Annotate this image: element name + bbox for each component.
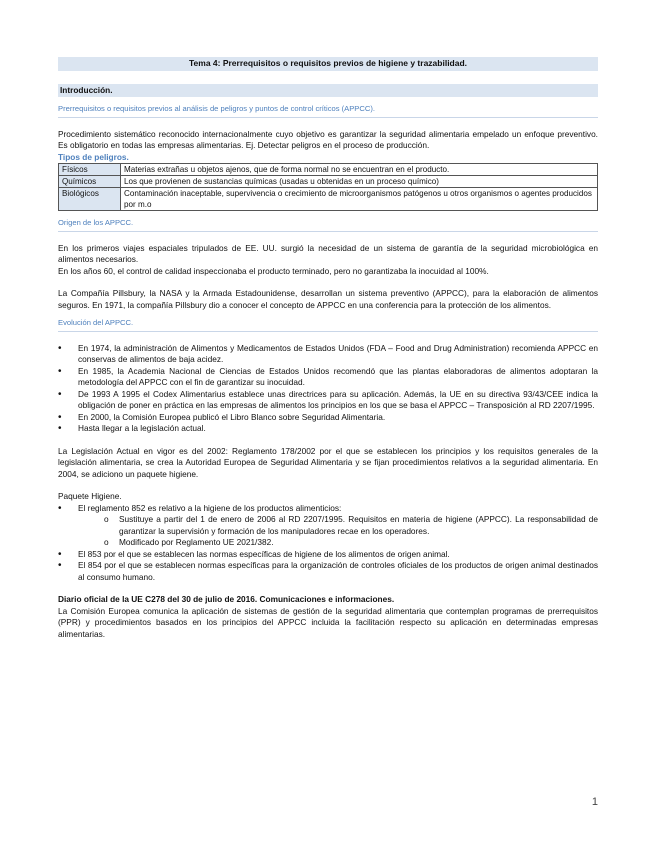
- intro-heading: Introducción.: [58, 84, 598, 98]
- list-item: • En 1974, la administración de Alimentos y Medicamentos de Estados Unidos (FDA – Food and Drug Administration) recomienda APPCC en conservas de alimentos de baja acidez.: [78, 343, 598, 366]
- origen-subheading: Origen de los APPCC.: [58, 217, 598, 232]
- paquete-852-text: El reglamento 852 es relativo a la higiene de los productos alimenticios:: [78, 502, 342, 513]
- document-page: [58, 57, 598, 640]
- list-item: • De 1993 A 1995 el Codex Alimentarius establece unas directrices para su aplicación. Además, la UE en su directiva 93/43/CEE indica la obligación de poner en práctica en las empresas de alimentos los principios en los que se basa el APPCC – Transposición al RD 2207/1995.: [78, 389, 598, 412]
- origen-paragraph-2: En los años 60, el control de calidad inspeccionaba el producto terminado, pero no garantizaba la inocuidad al 100%.: [58, 265, 489, 276]
- table-row: [59, 164, 598, 176]
- diario-paragraph: La Comisión Europea comunica la aplicación de sistemas de gestión de la seguridad alimentaria que contemplan programas de prerrequisitos (PPR) y procedimientos basados en los principios del APPCC incluida la facilitación respecto su aplicación en determinadas empresas alimentarias.: [58, 605, 598, 639]
- table-row: [59, 176, 598, 188]
- list-item: • En 2000, la Comisión Europea publicó el Libro Blanco sobre Seguridad Alimentaria.: [78, 412, 598, 424]
- tipos-heading: Tipos de peligros.: [58, 151, 129, 162]
- list-item: • En 1985, la Academia Nacional de Ciencias de Estados Unidos recomendó que las plantas elaboradoras de alimentos adoptaran la metodología del APPCC con el fin de garantizar su inocuidad.: [78, 366, 598, 389]
- list-item: • El 854 por el que se establecen normas específicas para la organización de controles oficiales de los productos de origen animal destinados al consumo humano.: [78, 560, 598, 583]
- procedimiento-paragraph: Procedimiento sistemático reconocido internacionalmente cuyo objetivo es garantizar la seguridad alimentaria empelado un enfoque preventivo. Es obligatorio en todas las empresas alimentarias. Ej. Detectar peligros en el proceso de producción.: [58, 128, 598, 150]
- legislacion-paragraph: La Legislación Actual en vigor es del 2002: Reglamento 178/2002 por el que se establecen los principios y los requisitos generales de la legislación alimentaria, se crea la Autoridad Europea de Seguridad Alimentaria y se fijan procedimientos relativos a la seguridad alimentaria. En 2004, se adiciono un paquete higiene.: [58, 445, 598, 479]
- evolucion-subheading: Evolución del APPCC.: [58, 317, 598, 332]
- origen-paragraph-3: La Compañía Pillsbury, la NASA y la Armada Estadounidense, desarrollan un sistema preventivo (APPCC), para la elaboración de alimentos seguros. En 1971, la compañía Pillsbury dio a conocer el concepto de APPCC en una conferencia para la protección de los alimentos.: [58, 288, 598, 310]
- origen-paragraph-1: En los primeros viajes espaciales tripulados de EE. UU. surgió la necesidad de un sistema de garantía de la seguridad microbiológica en alimentos necesarios.: [58, 242, 598, 264]
- page-number: 1: [591, 796, 598, 808]
- paquete-list: [58, 503, 598, 584]
- list-item: [78, 503, 598, 549]
- sublist-item: o Sustituye a partir del 1 de enero de 2006 al RD 2207/1995. Requisitos en materia de higiene (APPCC). La responsabilidad de garantizar la supervisión y formación de los manipuladores recae en los operadores.: [119, 514, 598, 537]
- peligro-desc: Materias extrañas u objetos ajenos, que de forma normal no se encuentran en el producto.: [121, 164, 598, 176]
- sublist-item: o Modificado por Reglamento UE 2021/382.: [119, 537, 598, 549]
- peligro-tipo: Químicos: [59, 176, 121, 188]
- peligro-desc: Los que provienen de sustancias químicas (usadas u obtenidas en un proceso químico): [121, 176, 598, 188]
- peligro-tipo: Biológicos: [59, 188, 121, 211]
- diario-heading: Diario oficial de la UE C278 del 30 de julio de 2016. Comunicaciones e informaciones.: [58, 594, 395, 604]
- evolucion-list: [58, 343, 598, 435]
- peligro-desc: Contaminación inaceptable, supervivencia o crecimiento de microorganismos patógenos u otros organismos o agentes producidos por m.o: [121, 188, 598, 211]
- list-item: • Hasta llegar a la legislación actual.: [78, 423, 598, 435]
- peligros-table: [58, 163, 598, 211]
- paquete-heading: Paquete Higiene.: [58, 491, 122, 501]
- list-item: • El 853 por el que se establecen las normas específicas de higiene de los alimentos de origen animal.: [78, 549, 598, 561]
- appcc-subheading: Prerrequisitos o requisitos previos al análisis de peligros y puntos de control críticos (APPCC).: [58, 103, 598, 118]
- document-title: Tema 4: Prerrequisitos o requisitos previos de higiene y trazabilidad.: [58, 57, 598, 71]
- table-row: [59, 188, 598, 211]
- paquete-852-sublist: [78, 514, 598, 549]
- peligro-tipo: Físicos: [59, 164, 121, 176]
